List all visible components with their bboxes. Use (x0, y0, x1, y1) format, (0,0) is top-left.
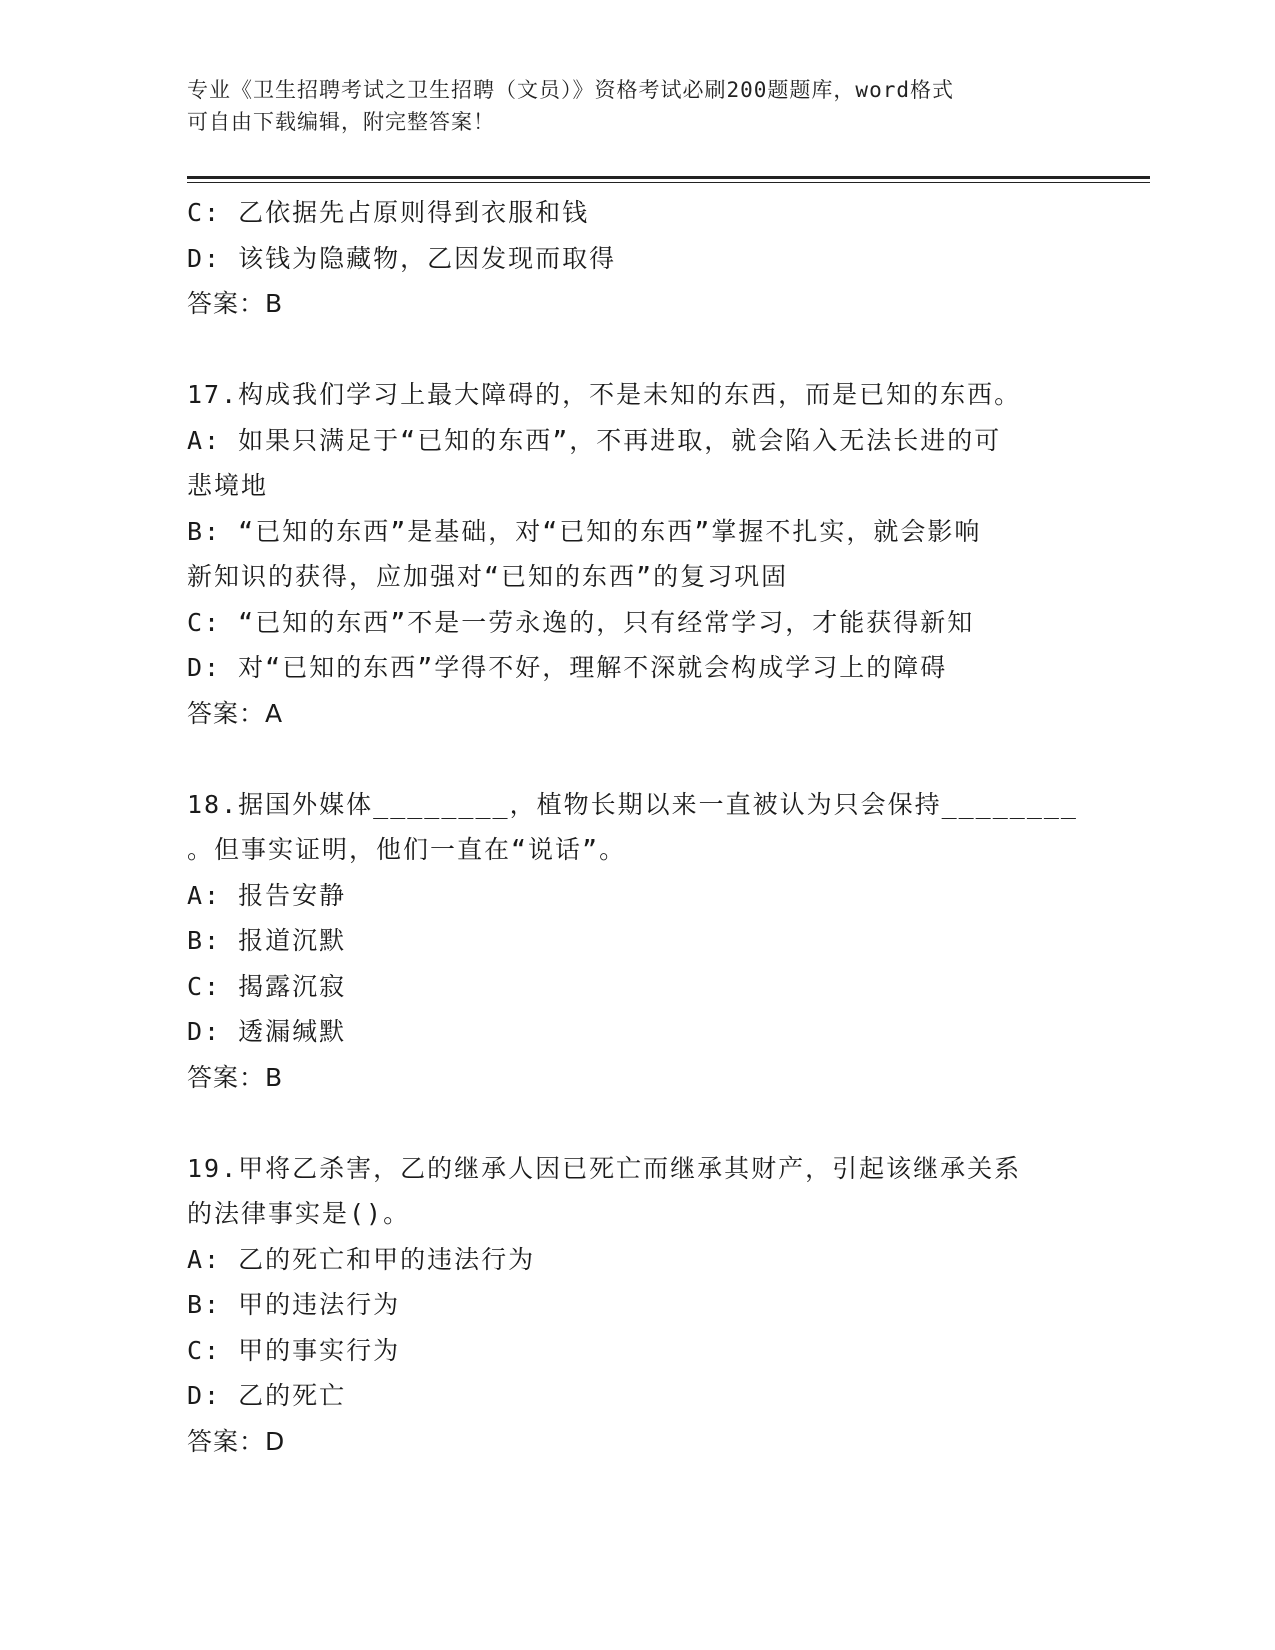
answer-line: 答案：B (187, 1062, 284, 1092)
option-d: D: 乙的死亡 (187, 1381, 347, 1410)
answer-line: 答案：B (187, 289, 284, 318)
header-rule-thin (187, 182, 1150, 183)
question-stem-continued: 。但事实证明，他们一直在“说话”。 (187, 835, 627, 864)
option-a: A: 报告安静 (187, 880, 347, 910)
spacer (187, 327, 1087, 373)
question-stem: 18.据国外媒体________，植物长期以来一直被认为只会保持________ (187, 789, 1078, 819)
option-d: D: 对“已知的东西”学得不好，理解不深就会构成学习上的障碍 (187, 653, 948, 682)
option-c: C: “已知的东西”不是一劳永逸的，只有经常学习，才能获得新知 (187, 607, 975, 637)
option-c: C: 乙依据先占原则得到衣服和钱 (187, 198, 590, 227)
option-d: D: 透漏缄默 (187, 1017, 347, 1046)
question-19 (187, 1146, 1087, 1465)
option-a-continued: 悲境地 (187, 471, 269, 500)
document-header (187, 74, 1067, 138)
header-rule-thick (187, 176, 1150, 179)
option-b: B: 报道沉默 (187, 926, 347, 955)
question-stem: 19.甲将乙杀害，乙的继承人因已死亡而继承其财产，引起该继承关系 (187, 1153, 1022, 1183)
answer-line: 答案：A (187, 698, 284, 728)
header-line-2: 可自由下载编辑，附完整答案！ (187, 110, 495, 134)
previous-question-tail (187, 190, 1087, 327)
option-a: A: 如果只满足于“已知的东西”，不再进取，就会陷入无法长进的可 (187, 425, 1002, 455)
question-content (187, 190, 1087, 1464)
option-b: B: 甲的违法行为 (187, 1290, 401, 1319)
spacer (187, 736, 1087, 782)
option-a: A: 乙的死亡和甲的违法行为 (187, 1244, 536, 1274)
option-b: B: “已知的东西”是基础，对“已知的东西”掌握不扎实，就会影响 (187, 516, 982, 546)
question-17 (187, 372, 1087, 736)
option-c: C: 甲的事实行为 (187, 1335, 401, 1365)
option-d: D: 该钱为隐藏物，乙因发现而取得 (187, 243, 617, 273)
question-18 (187, 782, 1087, 1101)
question-stem: 17.构成我们学习上最大障碍的，不是未知的东西，而是已知的东西。 (187, 380, 1022, 409)
option-c: C: 揭露沉寂 (187, 971, 347, 1001)
spacer (187, 1100, 1087, 1146)
option-b-continued: 新知识的获得，应加强对“已知的东西”的复习巩固 (187, 562, 789, 591)
answer-line: 答案：D (187, 1426, 286, 1456)
header-line-1: 专业《卫生招聘考试之卫生招聘（文员）》资格考试必刷200题题库，word格式 (187, 78, 954, 102)
question-stem-continued: 的法律事实是()。 (187, 1199, 411, 1228)
